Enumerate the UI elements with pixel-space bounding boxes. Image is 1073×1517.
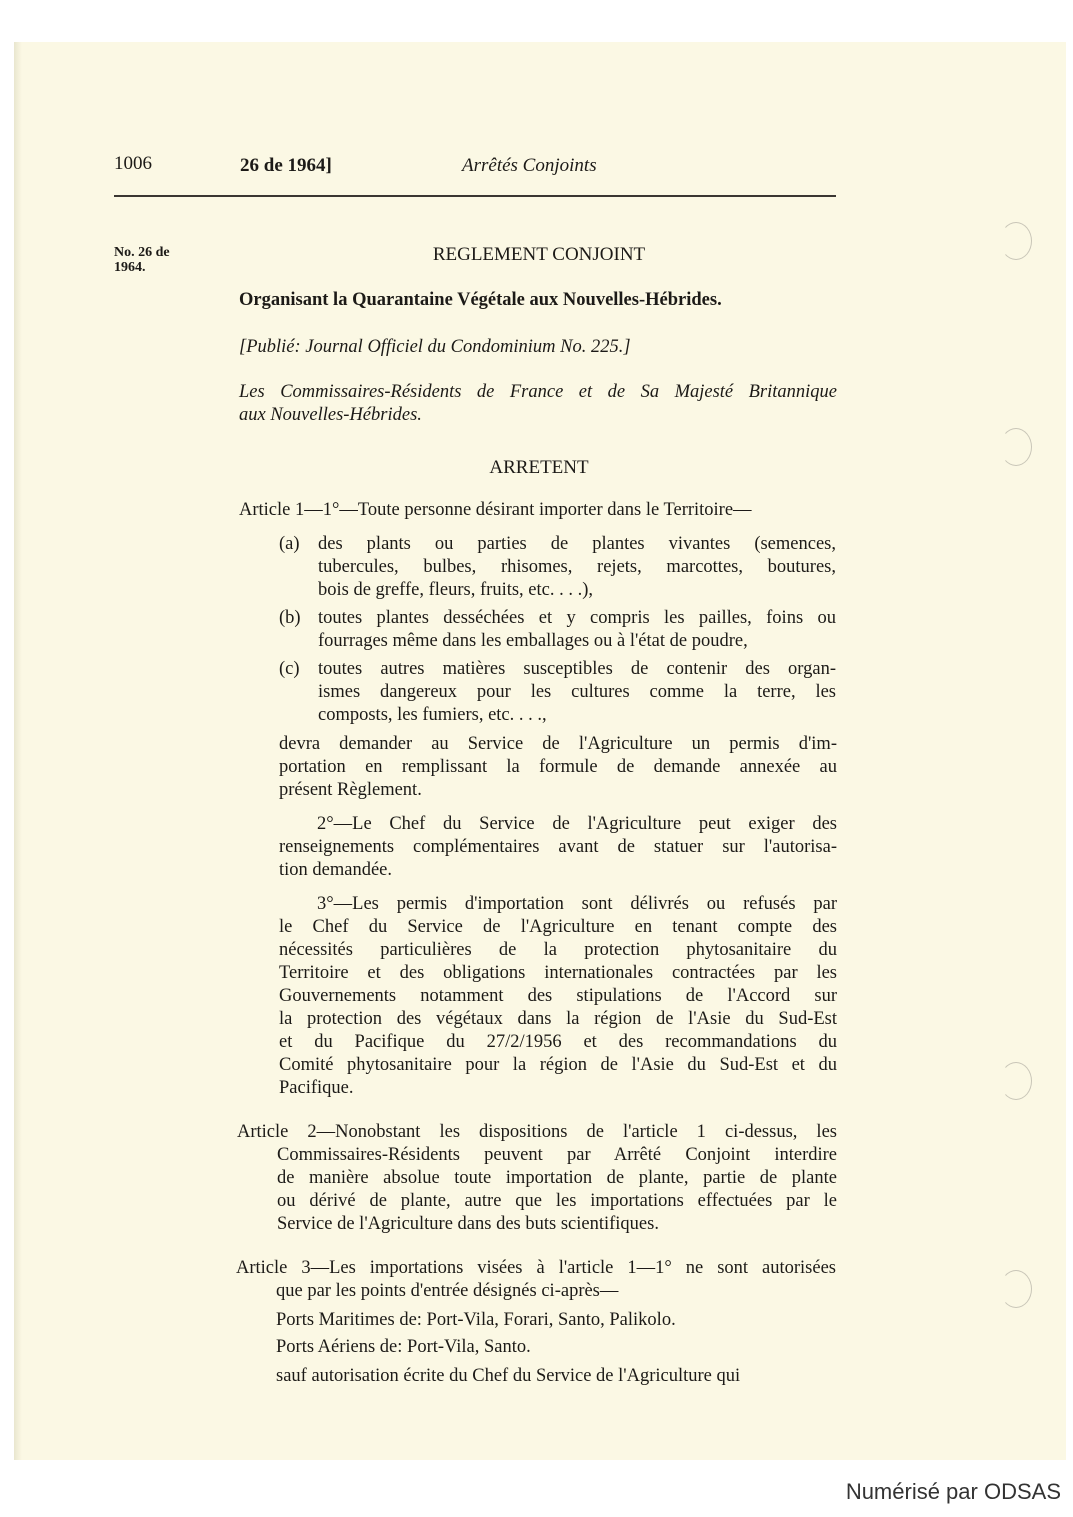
list-item	[279, 607, 839, 653]
header-reference: 26 de 1964]	[240, 155, 332, 176]
punch-hole	[1000, 428, 1032, 466]
list-item-label: (c)	[279, 659, 300, 679]
list-item-line: bois de greffe, fleurs, fruits, etc. . . .),	[318, 580, 594, 600]
list-item-line: toutes autres matières susceptibles de contenir des organ-	[318, 659, 836, 679]
article-1-paragraph-2	[279, 813, 837, 882]
article-3	[236, 1257, 836, 1303]
list-item	[279, 658, 839, 727]
paragraph-line: le Chef du Service de l'Agriculture en tenant compte des	[279, 917, 837, 937]
article-2	[237, 1121, 837, 1236]
paragraph-line: Territoire et des obligations internationales contractées par les	[279, 963, 837, 983]
list-item-line: toutes plantes desséchées et y compris les pailles, foins ou	[318, 608, 836, 628]
paragraph-line: Gouvernements notamment des stipulations de l'Accord sur	[279, 986, 837, 1006]
digitization-credit: Numérisé par ODSAS	[845, 1479, 1061, 1504]
paragraph-line: portation en remplissant la formule de demande annexée au	[279, 757, 837, 777]
punch-hole	[1000, 1270, 1032, 1308]
list-item-line: ismes dangereux pour les cultures comme la terre, les	[318, 682, 836, 702]
side-note-line: No. 26 de	[114, 245, 170, 260]
paragraph-line: renseignements complémentaires avant de statuer sur l'autorisa-	[279, 837, 837, 857]
paragraph-line: nécessités particulières de la protection phytosanitaire du	[279, 940, 837, 960]
paragraph-line: Comité phytosanitaire pour la région de l'Asie du Sud-Est et du	[279, 1055, 837, 1075]
document-subtitle: Organisant la Quarantaine Végétale aux Nouvelles-Hébrides.	[239, 290, 722, 310]
page-number: 1006	[114, 153, 152, 174]
paragraph-line: Service de l'Agriculture dans des buts scientifiques.	[277, 1214, 659, 1234]
paragraph-line: et du Pacifique du 27/2/1956 et des recommandations du	[279, 1032, 837, 1052]
header-rule	[114, 195, 836, 197]
ports-aeriens: Ports Aériens de: Port-Vila, Santo.	[276, 1337, 531, 1357]
paragraph-line: de manière absolue toute importation de plante, partie de plante	[277, 1168, 837, 1188]
list-item	[279, 533, 839, 602]
page-edge-shadow	[14, 42, 22, 1460]
document-title: REGLEMENT CONJOINT	[432, 244, 646, 265]
paragraph-line: Commissaires-Résidents peuvent par Arrêté Conjoint interdire	[277, 1145, 837, 1165]
list-item-line: des plants ou parties de plantes vivantes (semences,	[318, 534, 836, 554]
paragraph-line: Article 3—Les importations visées à l'article 1—1° ne sont autorisées	[236, 1258, 836, 1278]
punch-hole	[1000, 1062, 1032, 1100]
list-item-label: (a)	[279, 534, 300, 554]
running-title: Arrêtés Conjoints	[462, 155, 597, 176]
preamble-line: Les Commissaires-Résidents de France et de Sa Majesté Britannique	[239, 382, 837, 402]
list-item-label: (b)	[279, 608, 301, 628]
paragraph-line: devra demander au Service de l'Agriculture un permis d'im-	[279, 734, 837, 754]
preamble-line: aux Nouvelles-Hébrides.	[239, 405, 422, 425]
article-1-intro: Article 1—1°—Toute personne désirant importer dans le Territoire—	[239, 500, 752, 520]
side-note	[114, 245, 170, 275]
punch-hole	[1000, 222, 1032, 260]
ports-maritimes: Ports Maritimes de: Port-Vila, Forari, Santo, Palikolo.	[276, 1310, 676, 1330]
publication-note: [Publié: Journal Officiel du Condominium No. 225.]	[239, 337, 631, 357]
paragraph-line: tion demandée.	[279, 860, 393, 880]
article-3-last-line: sauf autorisation écrite du Chef du Service de l'Agriculture qui	[276, 1366, 741, 1386]
arretent-heading: ARRETENT	[489, 457, 589, 478]
paragraph-line: Pacifique.	[279, 1078, 354, 1098]
paragraph-line: 3°—Les permis d'importation sont délivrés ou refusés par	[317, 894, 837, 914]
paragraph-line: que par les points d'entrée désignés ci-après—	[276, 1281, 619, 1301]
paragraph-line: Article 2—Nonobstant les dispositions de l'article 1 ci-dessus, les	[237, 1122, 837, 1142]
preamble	[239, 381, 837, 427]
article-1-conclusion	[279, 733, 837, 802]
article-1-paragraph-3	[279, 893, 837, 1100]
list-item-line: tubercules, bulbes, rhisomes, rejets, marcottes, boutures,	[318, 557, 836, 577]
list-item-line: composts, les fumiers, etc. . . .,	[318, 705, 547, 725]
side-note-line: 1964.	[114, 260, 146, 275]
list-item-line: fourrages même dans les emballages ou à l'état de poudre,	[318, 631, 748, 651]
paragraph-line: 2°—Le Chef du Service de l'Agriculture peut exiger des	[317, 814, 837, 834]
paragraph-line: la protection des végétaux dans la région de l'Asie du Sud-Est	[279, 1009, 837, 1029]
paragraph-line: présent Règlement.	[279, 780, 422, 800]
paragraph-line: ou dérivé de plante, autre que les importations effectuées par le	[277, 1191, 837, 1211]
